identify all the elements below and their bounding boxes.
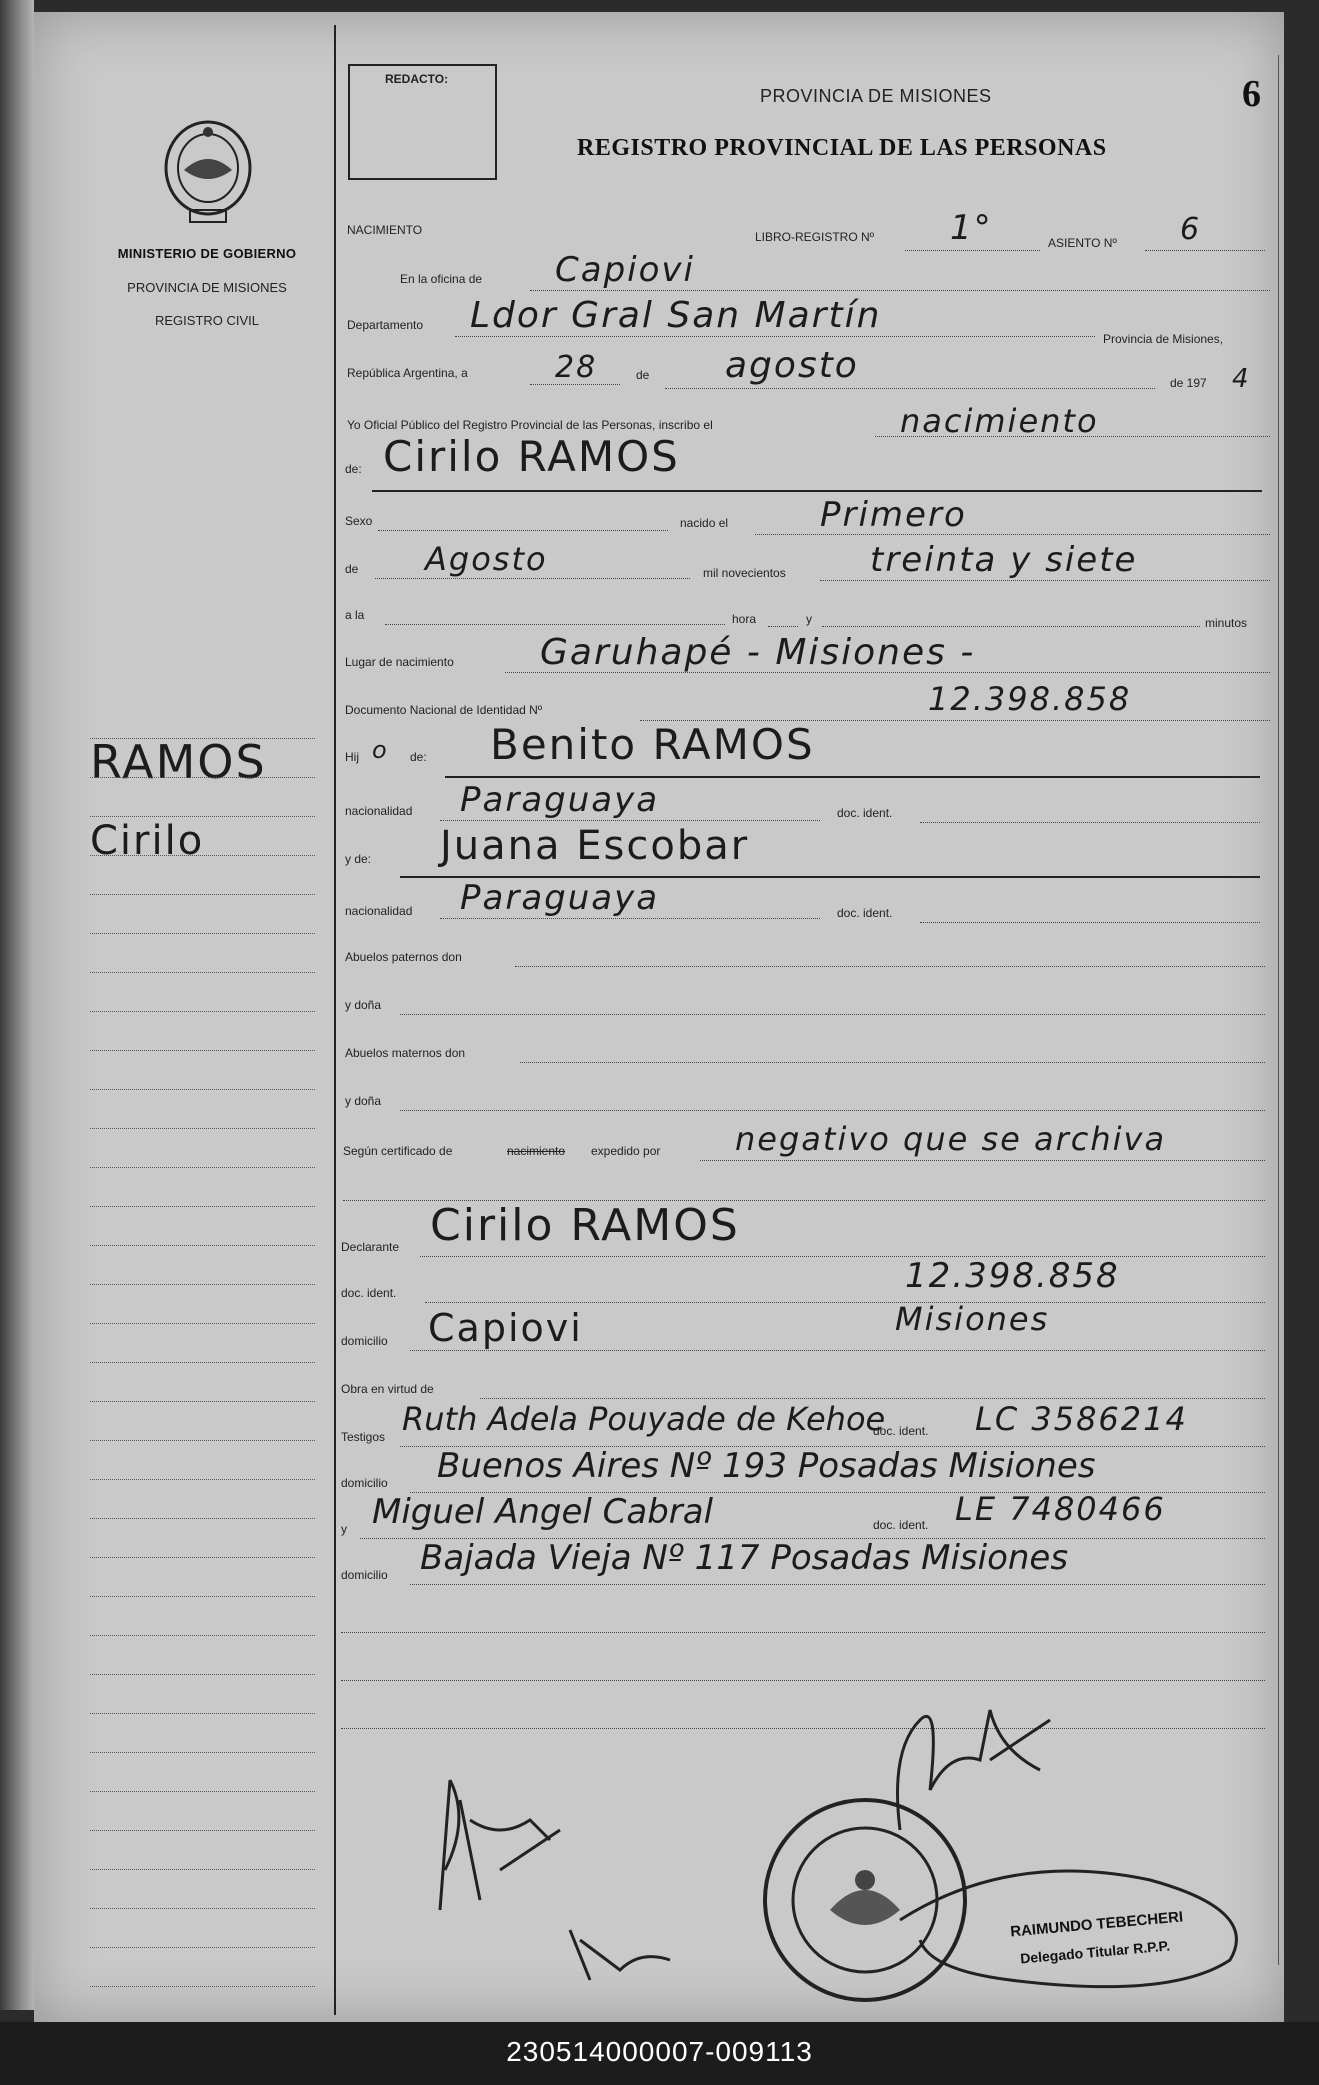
margin-rule	[334, 25, 336, 2015]
declarante-line	[420, 1256, 1265, 1257]
minutos-line	[822, 626, 1200, 627]
asiento-value: 6	[1180, 212, 1202, 247]
nacimiento-label: NACIMIENTO	[347, 223, 423, 237]
dni-value: 12.398.858	[928, 680, 1132, 718]
nacionalidad-padre-line	[440, 820, 820, 821]
obra-label: Obra en virtud de	[341, 1382, 434, 1396]
abuelos-maternos-line	[520, 1062, 1265, 1063]
nacionalidad-madre-label: nacionalidad	[345, 904, 413, 918]
sidebar-surname: RAMOS	[90, 735, 267, 789]
coat-of-arms-seal	[160, 118, 256, 228]
mes-value: agosto	[725, 345, 859, 386]
y-testigo-label: y	[341, 1522, 347, 1536]
declarante-domicilio-label: domicilio	[341, 1334, 388, 1348]
y-dona-paterna-label: y doña	[345, 998, 382, 1012]
hora-label: hora	[732, 612, 757, 626]
lugar-label: Lugar de nacimiento	[345, 655, 454, 669]
nacionalidad-padre-value: Paraguaya	[460, 780, 660, 820]
de2-label: de	[345, 562, 359, 576]
redacto-label: REDACTO:	[385, 72, 449, 86]
de-persona-label: de:	[345, 462, 362, 476]
declarante-provincia-value: Misiones	[895, 1300, 1050, 1338]
declarante-domicilio-value: Capiovi	[428, 1306, 583, 1350]
libro-label: LIBRO-REGISTRO Nº	[755, 230, 875, 244]
hijo-de-label: de:	[410, 750, 427, 764]
testigo2-value: Miguel Angel Cabral	[372, 1492, 714, 1532]
ano-nac-line	[820, 580, 1270, 581]
obra-line	[480, 1398, 1265, 1399]
provincia-misiones-label: Provincia de Misiones,	[1103, 332, 1224, 346]
registro-title: REGISTRO PROVINCIAL DE LAS PERSONAS	[577, 135, 1107, 161]
doc-ident-madre-label: doc. ident.	[837, 906, 893, 920]
nacionalidad-madre-line	[440, 918, 820, 919]
padre-line	[445, 776, 1260, 778]
delegado-name: RAIMUNDO TEBECHERI	[1009, 1908, 1184, 1941]
certificado-label-a: Según certificado de	[343, 1144, 453, 1158]
testigo2-domicilio-line	[410, 1584, 1265, 1585]
nacido-label: nacido el	[680, 516, 729, 530]
dona-materna-line	[400, 1110, 1265, 1111]
testigo1-domicilio-value: Buenos Aires Nº 193 Posadas Misiones	[437, 1446, 1096, 1486]
certificado-label-b: expedido por	[591, 1144, 661, 1158]
declarante-domicilio-line	[410, 1350, 1265, 1351]
nacionalidad-madre-value: Paraguaya	[460, 878, 660, 918]
blank-line-3	[341, 1680, 1265, 1681]
asiento-label: ASIENTO Nº	[1048, 236, 1117, 250]
y-de-label: y de:	[345, 852, 372, 866]
persona-line	[372, 490, 1262, 492]
testigo2-domicilio-value: Bajada Vieja Nº 117 Posadas Misiones	[420, 1538, 1069, 1578]
testigo1-doc-label: doc. ident.	[873, 1424, 929, 1438]
dona-paterna-line	[400, 1014, 1265, 1015]
padre-value: Benito RAMOS	[490, 720, 815, 769]
certificado-struck: nacimiento	[507, 1144, 566, 1158]
ano-nac-value: treinta y siete	[870, 540, 1138, 580]
testigo2-domicilio-label: domicilio	[341, 1568, 388, 1582]
doc-ident-padre-label: doc. ident.	[837, 806, 893, 820]
de-ano-label: de 197	[1170, 376, 1207, 390]
mil-label: mil novecientos	[703, 566, 786, 580]
persona-value: Cirilo RAMOS	[383, 432, 680, 481]
de-label: de	[636, 368, 650, 382]
y-label: y	[806, 612, 812, 626]
declarante-doc-label: doc. ident.	[341, 1286, 397, 1300]
provincia-label: PROVINCIA DE MISIONES	[127, 280, 287, 295]
hora-line	[768, 626, 798, 627]
abuelos-maternos-label: Abuelos maternos don	[345, 1046, 466, 1060]
sidebar-ruled-lines	[90, 700, 315, 1987]
lugar-value: Garuhapé - Misiones -	[540, 632, 976, 673]
dia-value: 28	[555, 350, 598, 385]
madre-value: Juana Escobar	[440, 823, 750, 869]
departamento-label: Departamento	[347, 318, 424, 332]
declarante-label: Declarante	[341, 1240, 400, 1254]
book-spine	[0, 0, 34, 2010]
libro-line	[905, 250, 1040, 251]
hijo-suffix: o	[372, 736, 389, 764]
testigo1-value: Ruth Adela Pouyade de Kehoe	[402, 1400, 886, 1438]
minutos-label: minutos	[1205, 616, 1248, 630]
abuelos-paternos-line	[515, 966, 1265, 967]
delegado-title: Delegado Titular R.P.P.	[1019, 1937, 1171, 1967]
certificado-value: negativo que se archiva	[735, 1120, 1167, 1158]
doc-padre-line	[920, 822, 1260, 823]
mes-nac-value: Agosto	[425, 540, 548, 578]
doc-madre-line	[920, 922, 1260, 923]
acto-value: nacimiento	[900, 402, 1099, 440]
departamento-line	[455, 336, 1095, 337]
sexo-label: Sexo	[345, 514, 373, 528]
oficina-label: En la oficina de	[400, 272, 483, 286]
blank-line-4	[341, 1728, 1265, 1729]
libro-value: 1°	[950, 208, 993, 248]
declarante-doc-line	[425, 1302, 1265, 1303]
testigo1-domicilio-label: domicilio	[341, 1476, 388, 1490]
document-id: 230514000007-009113	[506, 2036, 813, 2067]
y-dona-materna-label: y doña	[345, 1094, 382, 1108]
certificado-line	[700, 1160, 1265, 1161]
mes-nac-line	[375, 578, 690, 579]
testigo2-doc-value: LE 7480466	[955, 1490, 1166, 1528]
witness-signature	[560, 1920, 700, 1990]
oficial-label: Yo Oficial Público del Registro Provincial de las Personas, inscribo el	[347, 418, 713, 432]
departamento-value: Ldor Gral San Martín	[470, 295, 882, 336]
testigo1-doc-value: LC 3586214	[975, 1400, 1188, 1438]
sidebar-given-name: Cirilo	[90, 818, 205, 864]
registro-civil-label: REGISTRO CIVIL	[154, 313, 260, 328]
testigo2-doc-label: doc. ident.	[873, 1518, 929, 1532]
asiento-line	[1145, 250, 1265, 251]
declarant-signature	[410, 1760, 590, 1920]
declarante-doc-value: 12.398.858	[905, 1256, 1120, 1296]
mes-line	[665, 388, 1155, 389]
provincia-heading: PROVINCIA DE MISIONES	[760, 86, 992, 106]
blank-line-2	[341, 1632, 1265, 1633]
a-la-label: a la	[345, 608, 365, 622]
oficina-line	[530, 290, 1270, 291]
declarante-value: Cirilo RAMOS	[430, 1200, 740, 1251]
a-la-line	[385, 624, 725, 625]
testigos-label: Testigos	[341, 1430, 386, 1444]
hijo-label: Hij	[345, 750, 359, 764]
ano-value: 4	[1232, 364, 1251, 394]
dni-label: Documento Nacional de Identidad Nº	[345, 703, 543, 717]
sexo-line	[378, 530, 668, 531]
abuelos-paternos-label: Abuelos paternos don	[345, 950, 462, 964]
page-number: 6	[1242, 73, 1261, 115]
ministerio-label: MINISTERIO DE GOBIERNO	[117, 246, 297, 261]
nacionalidad-padre-label: nacionalidad	[345, 804, 413, 818]
nacido-value: Primero	[820, 495, 967, 535]
republica-label: República Argentina, a	[347, 366, 468, 380]
right-margin-rule	[1278, 55, 1279, 1965]
oficina-value: Capiovi	[555, 250, 695, 290]
